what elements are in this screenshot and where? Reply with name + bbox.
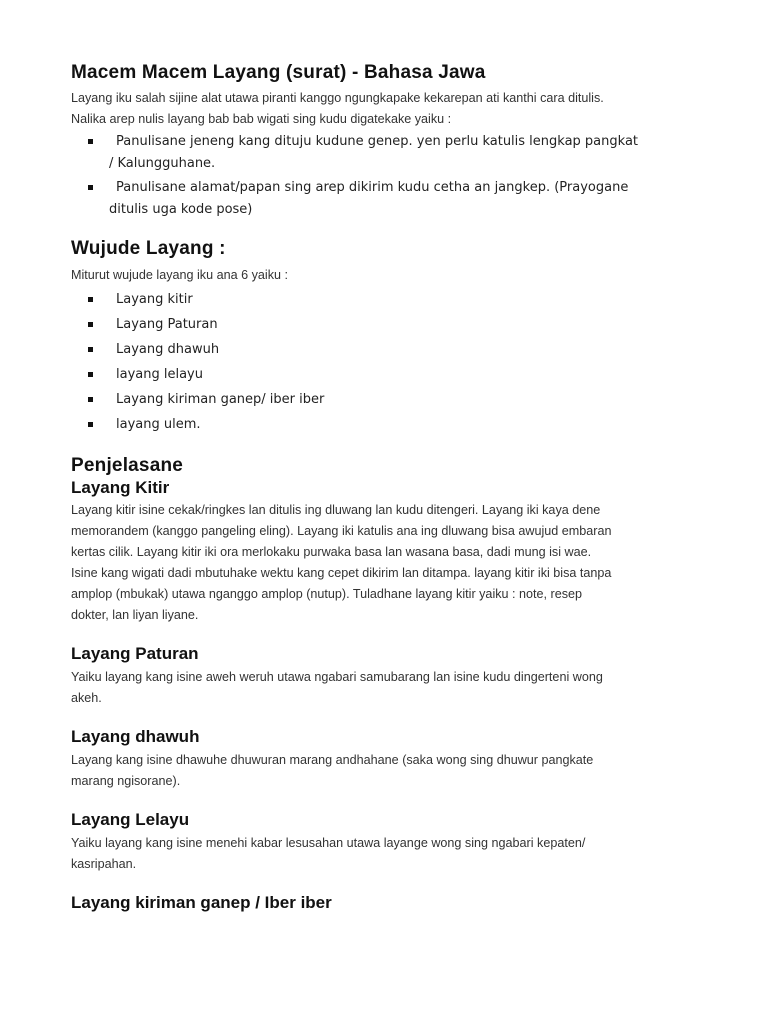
list-item-line: Panulisane alamat/papan sing arep dikirim kudu cetha an jangkep. (Prayogane <box>116 180 629 195</box>
bullet-icon <box>88 397 93 402</box>
subsection-paragraph <box>71 667 701 709</box>
list-item <box>71 337 711 362</box>
list-item <box>71 362 711 387</box>
list-item-line: ditulis uga kode pose) <box>109 202 253 217</box>
list-item <box>71 312 711 337</box>
rules-list <box>71 131 711 221</box>
paragraph-line: Isine kang wigati dadi mbutuhake wektu kang cepet dikirim lan ditampa. layang kitir iki bisa tanpa <box>71 566 612 580</box>
list-item <box>71 177 711 199</box>
list-item-continuation <box>71 153 711 175</box>
document-title: Macem Macem Layang (surat) - Bahasa Jawa <box>71 62 486 83</box>
list-item <box>71 131 711 153</box>
list-item-label: Layang kitir <box>116 292 193 307</box>
intro-line: Nalika arep nulis layang bab bab wigati sing kudu digatekake yaiku : <box>71 112 452 126</box>
bullet-icon <box>88 185 93 190</box>
paragraph-line: Yaiku layang kang isine menehi kabar lesusahan utawa layange wong sing ngabari kepaten/ <box>71 836 586 850</box>
bullet-icon <box>88 422 93 427</box>
subsection-heading: Layang Paturan <box>71 644 199 663</box>
bullet-icon <box>88 139 93 144</box>
paragraph-line: Yaiku layang kang isine aweh weruh utawa ngabari samubarang lan isine kudu dingerteni wong <box>71 670 603 684</box>
paragraph-line: akeh. <box>71 691 102 705</box>
list-item <box>71 412 711 437</box>
bullet-icon <box>88 347 93 352</box>
subsection-paragraph <box>71 500 701 626</box>
list-item-line: Panulisane jeneng kang dituju kudune genep. yen perlu katulis lengkap pangkat <box>116 134 639 149</box>
subsection-paragraph <box>71 833 701 875</box>
list-item-line: / Kalungguhane. <box>109 156 216 171</box>
paragraph-line: Layang kang isine dhawuhe dhuwuran marang andhahane (saka wong sing dhuwur pangkate <box>71 753 594 767</box>
list-item-label: layang lelayu <box>116 367 203 382</box>
paragraph-line: memorandem (kanggo pangeling eling). Layang iki katulis ana ing dluwang bisa awujud embaran <box>71 524 612 538</box>
list-item-label: layang ulem. <box>116 417 201 432</box>
section-heading-penjelasane: Penjelasane <box>71 455 184 476</box>
list-item-label: Layang kiriman ganep/ iber iber <box>116 392 325 407</box>
subsection-heading: Layang Lelayu <box>71 810 190 829</box>
subsection-paragraph <box>71 750 701 792</box>
paragraph-line: Layang kitir isine cekak/ringkes lan ditulis ing dluwang lan kudu ditengeri. Layang iki kaya dene <box>71 503 601 517</box>
subsection-heading: Layang kiriman ganep / Iber iber <box>71 893 332 912</box>
subsection-heading: Layang Kitir <box>71 478 170 497</box>
intro-line: Layang iku salah sijine alat utawa piranti kanggo ngungkapake kekarepan ati kanthi cara ditulis. <box>71 91 604 105</box>
list-item <box>71 387 711 412</box>
paragraph-line: amplop (mbukak) utawa nganggo amplop (nutup). Tuladhane layang kitir yaiku : note, resep <box>71 587 583 601</box>
list-item-label: Layang dhawuh <box>116 342 220 357</box>
list-item <box>71 287 711 312</box>
paragraph-line: kertas cilik. Layang kitir iki ora merlokaku purwaka basa lan wasana basa, dadi mung isi wae. <box>71 545 592 559</box>
section-heading-wujude: Wujude Layang : <box>71 238 226 259</box>
list-item-label: Layang Paturan <box>116 317 218 332</box>
bullet-icon <box>88 297 93 302</box>
bullet-icon <box>88 372 93 377</box>
bullet-icon <box>88 322 93 327</box>
paragraph-line: dokter, lan liyan liyane. <box>71 608 199 622</box>
subsection-heading: Layang dhawuh <box>71 727 200 746</box>
paragraph-line: marang ngisorane). <box>71 774 181 788</box>
wujude-intro: Miturut wujude layang iku ana 6 yaiku : <box>71 268 289 282</box>
list-item-continuation <box>71 199 711 221</box>
wujude-list <box>71 287 711 437</box>
paragraph-line: kasripahan. <box>71 857 137 871</box>
intro-paragraph <box>71 88 701 130</box>
